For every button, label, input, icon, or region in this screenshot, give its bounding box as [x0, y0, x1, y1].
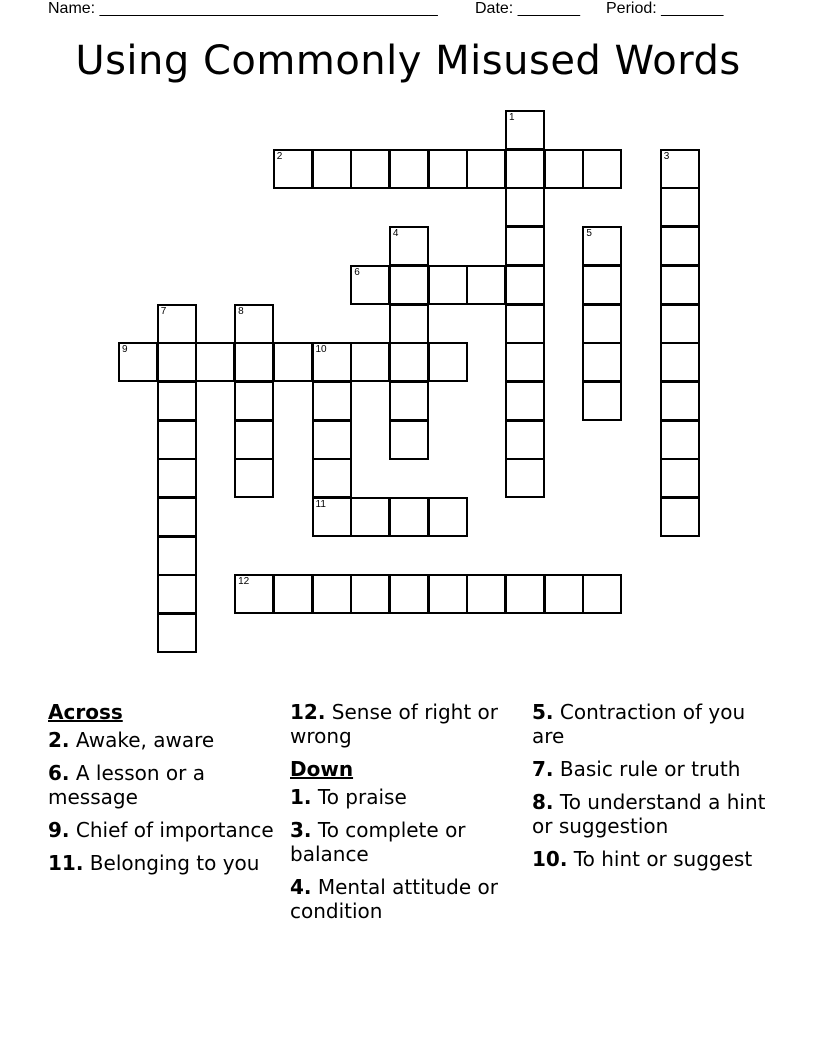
crossword-cell[interactable]: [389, 265, 429, 305]
crossword-cell[interactable]: [660, 265, 700, 305]
crossword-cell[interactable]: [505, 381, 545, 421]
crossword-cell[interactable]: [660, 304, 700, 344]
crossword-cell[interactable]: [389, 342, 429, 382]
crossword-cell[interactable]: [389, 149, 429, 189]
cell-number: 3: [663, 150, 670, 162]
clue-number: 12.: [290, 700, 326, 724]
clue-text: To praise: [317, 785, 407, 809]
crossword-cell[interactable]: [505, 420, 545, 460]
page-title: Using Commonly Misused Words: [75, 38, 741, 84]
crossword-cell[interactable]: [350, 265, 390, 305]
cell-number: 4: [392, 228, 399, 240]
crossword-cell[interactable]: [234, 381, 274, 421]
crossword-cell[interactable]: [389, 226, 429, 266]
clue-down-7: [532, 757, 772, 781]
clue-text: Chief of importance: [75, 818, 274, 842]
crossword-cell[interactable]: [273, 149, 313, 189]
crossword-cell[interactable]: [312, 381, 352, 421]
crossword-cell[interactable]: [428, 149, 468, 189]
crossword-cell[interactable]: [428, 497, 468, 537]
clue-number: 10.: [532, 847, 568, 871]
crossword-cell[interactable]: [466, 574, 506, 614]
crossword-cell[interactable]: [660, 458, 700, 498]
clue-across-2: [48, 728, 283, 752]
clue-across-11: [48, 851, 283, 875]
crossword-cell[interactable]: [582, 226, 622, 266]
crossword-cell[interactable]: [157, 574, 197, 614]
clue-number: 7.: [532, 757, 554, 781]
crossword-cell[interactable]: [582, 342, 622, 382]
crossword-cell[interactable]: [582, 304, 622, 344]
clue-number: 11.: [48, 851, 84, 875]
crossword-cell[interactable]: [234, 458, 274, 498]
crossword-cell[interactable]: [582, 381, 622, 421]
clue-number: 4.: [290, 875, 312, 899]
crossword-cell[interactable]: [582, 149, 622, 189]
crossword-cell[interactable]: [195, 342, 235, 382]
cell-number: 6: [354, 266, 360, 278]
crossword-cell[interactable]: [505, 187, 545, 227]
crossword-cell[interactable]: [312, 420, 352, 460]
cell-number: 5: [586, 228, 592, 240]
clue-column-2: [290, 700, 530, 932]
crossword-cell[interactable]: [312, 574, 352, 614]
cell-number: 10: [315, 344, 327, 356]
crossword-cell[interactable]: [505, 265, 545, 305]
crossword-cell[interactable]: [660, 420, 700, 460]
crossword-cell[interactable]: [660, 497, 700, 537]
crossword-cell[interactable]: [350, 149, 390, 189]
crossword-cell[interactable]: [582, 574, 622, 614]
crossword-cell[interactable]: [118, 342, 158, 382]
crossword-cell[interactable]: [312, 149, 352, 189]
clue-text: Sense of right or wrong: [290, 700, 498, 748]
clue-text: Basic rule or truth: [559, 757, 741, 781]
crossword-cell[interactable]: [505, 149, 545, 189]
crossword-cell[interactable]: [350, 574, 390, 614]
name-field-label: Name: ______________________________________: [48, 0, 438, 17]
clue-across-12: [290, 700, 530, 748]
crossword-cell[interactable]: [273, 574, 313, 614]
cell-number: 1: [509, 112, 515, 123]
clue-text: A lesson or a message: [48, 761, 205, 809]
crossword-cell[interactable]: [157, 536, 197, 576]
crossword-cell[interactable]: [157, 613, 197, 653]
crossword-cell[interactable]: [660, 187, 700, 227]
across-heading: Across: [48, 700, 123, 724]
clue-across-9: [48, 818, 283, 842]
clue-across-6: [48, 761, 283, 809]
crossword-cell[interactable]: [544, 149, 584, 189]
down-heading: Down: [290, 757, 354, 781]
clue-down-1: [290, 785, 530, 809]
crossword-cell[interactable]: [157, 342, 197, 382]
clue-number: 1.: [290, 785, 312, 809]
clue-number: 8.: [532, 790, 554, 814]
cell-number: 9: [122, 344, 128, 356]
crossword-cell[interactable]: [428, 342, 468, 382]
cell-number: 7: [160, 305, 167, 317]
crossword-cell[interactable]: [234, 420, 274, 460]
clue-text: To understand a hint or suggestion: [532, 790, 766, 838]
crossword-cell[interactable]: [505, 110, 545, 150]
crossword-cell[interactable]: [582, 265, 622, 305]
period-field-label: Period: _______: [606, 0, 724, 17]
cell-number: 12: [238, 576, 250, 588]
crossword-cell[interactable]: [660, 149, 700, 189]
clue-number: 3.: [290, 818, 312, 842]
crossword-cell[interactable]: [234, 342, 274, 382]
clue-text: To complete or balance: [290, 818, 466, 866]
cell-number: 8: [238, 305, 244, 317]
crossword-cell[interactable]: [660, 226, 700, 266]
crossword-cell[interactable]: [157, 304, 197, 344]
crossword-cell[interactable]: [389, 574, 429, 614]
crossword-cell[interactable]: [350, 342, 390, 382]
crossword-cell[interactable]: [350, 497, 390, 537]
crossword-cell[interactable]: [312, 497, 352, 537]
cell-number: 2: [276, 150, 283, 162]
clue-text: To hint or suggest: [573, 847, 753, 871]
crossword-cell[interactable]: [273, 342, 313, 382]
crossword-cell[interactable]: [466, 149, 506, 189]
clue-number: 2.: [48, 728, 70, 752]
crossword-cell[interactable]: [389, 304, 429, 344]
crossword-cell[interactable]: [389, 420, 429, 460]
crossword-cell[interactable]: [157, 381, 197, 421]
clue-number: 9.: [48, 818, 70, 842]
date-field-label: Date: _______: [475, 0, 580, 17]
crossword-cell[interactable]: [505, 226, 545, 266]
crossword-cell[interactable]: [466, 265, 506, 305]
crossword-cell[interactable]: [389, 497, 429, 537]
crossword-cell[interactable]: [157, 420, 197, 460]
clue-text: Contraction of you are: [532, 700, 746, 748]
clue-column-1: [48, 700, 283, 884]
clue-down-4: [290, 875, 530, 923]
crossword-cell[interactable]: [157, 497, 197, 537]
crossword-cell[interactable]: [660, 381, 700, 421]
crossword-cell[interactable]: [505, 342, 545, 382]
clue-down-8: [532, 790, 772, 838]
crossword-cell[interactable]: [312, 458, 352, 498]
clue-text: Belonging to you: [89, 851, 260, 875]
clue-number: 6.: [48, 761, 70, 785]
clue-down-5: [532, 700, 772, 748]
crossword-cell[interactable]: [505, 304, 545, 344]
clue-text: Mental attitude or condition: [290, 875, 498, 923]
crossword-cell[interactable]: [428, 265, 468, 305]
crossword-cell[interactable]: [157, 458, 197, 498]
crossword-cell[interactable]: [234, 574, 274, 614]
crossword-cell[interactable]: [389, 381, 429, 421]
crossword-cell[interactable]: [312, 342, 352, 382]
clue-down-10: [532, 847, 772, 871]
crossword-cell[interactable]: [428, 574, 468, 614]
crossword-cell[interactable]: [505, 458, 545, 498]
crossword-cell[interactable]: [505, 574, 545, 614]
crossword-cell[interactable]: [544, 574, 584, 614]
cell-number: 11: [315, 499, 326, 510]
clue-text: Awake, aware: [75, 728, 215, 752]
clue-number: 5.: [532, 700, 554, 724]
clue-column-3: [532, 700, 772, 880]
crossword-cell[interactable]: [234, 304, 274, 344]
crossword-cell[interactable]: [660, 342, 700, 382]
clue-down-3: [290, 818, 530, 866]
